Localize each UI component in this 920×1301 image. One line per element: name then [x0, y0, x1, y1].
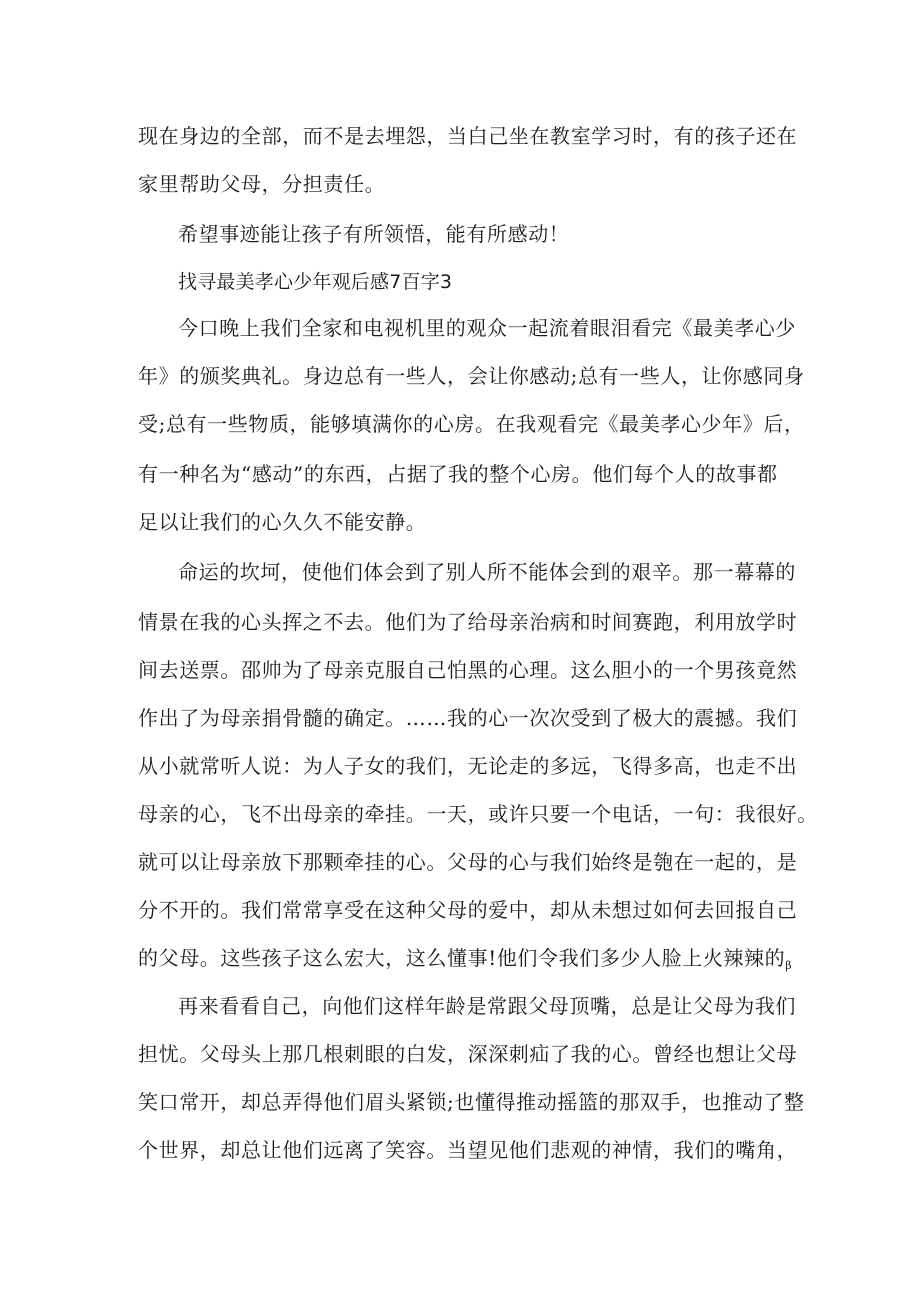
paragraph-line: 现在身边的全部，而不是去埋怨，当白己坐在教室学习时，有的孩子还在	[138, 124, 798, 148]
paragraph-line: 命运的坎坷，使他们体会到了别人所不能体会到的艰辛。那一幕幕的	[178, 560, 796, 584]
paragraph-line: 再来看看自己，向他们这样年龄是常跟父母顶嘴，总是让父母为我们	[178, 994, 796, 1018]
paragraph-line: 个世界，却总让他们远离了笑容。当望见他们悲观的神情，我们的嘴角，	[138, 1138, 798, 1162]
paragraph-line: 家里帮助父母，分担责任。	[138, 172, 386, 196]
paragraph-line: 母亲的心，飞不出母亲的牵挂。一天，或许只要一个电话，一句：我很好。	[138, 802, 818, 826]
paragraph-line	[138, 946, 792, 978]
paragraph-line: 作出了为母亲捐骨髓的确定。……我的心一次次受到了极大的震撼。我们	[138, 706, 798, 730]
paragraph-line: 笑口常开，却总弄得他们眉头紧锁;也懂得推动摇篮的那双手，也推动了整	[138, 1090, 805, 1114]
paragraph-line: 希望事迹能让孩子有所领悟，能有所感动！	[178, 222, 570, 246]
paragraph-line: 分不开的。我们常常享受在这种父母的爱中，却从未想过如何去回报自己	[138, 898, 798, 922]
paragraph-line: 年》的颁奖典礼。身边总有一些人，会让你感动;总有一些人，让你感同身	[138, 364, 805, 388]
paragraph-line: 今口晚上我们全家和电视机里的观众一起流着眼泪看完《最美孝心少	[178, 316, 796, 340]
paragraph-text: 的父母。这些孩子这么宏大，这么懂事!他们令我们多少人脸上火辣辣的	[138, 946, 786, 970]
paragraph-line: 从小就常听人说：为人子女的我们，无论走的多远，飞得多高，也走不出	[138, 754, 798, 778]
paragraph-line: 情景在我的心头挥之不去。他们为了给母亲治病和时间赛跑，利用放学时	[138, 610, 798, 634]
paragraph-line: 足以让我们的心久久不能安静。	[138, 510, 427, 534]
section-heading: 找寻最美孝心少年观后感7百字3	[178, 271, 453, 293]
paragraph-line: 受;总有一些物质，能够填满你的心房。在我观看完《最美孝心少年》后，	[138, 412, 805, 436]
paragraph-line: 担忧。父母头上那几根刺眼的白发，深深刺疝了我的心。曾经也想让父母	[138, 1042, 798, 1066]
trailing-mark: β	[785, 959, 793, 972]
paragraph-line: 有一种名为“感动”的东西，占据了我的整个心房。他们每个人的故事都	[138, 462, 778, 486]
paragraph-line: 就可以让母亲放下那颗牵挂的心。父母的心与我们始终是匏在一起的，是	[138, 850, 798, 874]
paragraph-line: 间去送票。邵帅为了母亲克服自己怕黑的心理。这么胆小的一个男孩竟然	[138, 658, 798, 682]
